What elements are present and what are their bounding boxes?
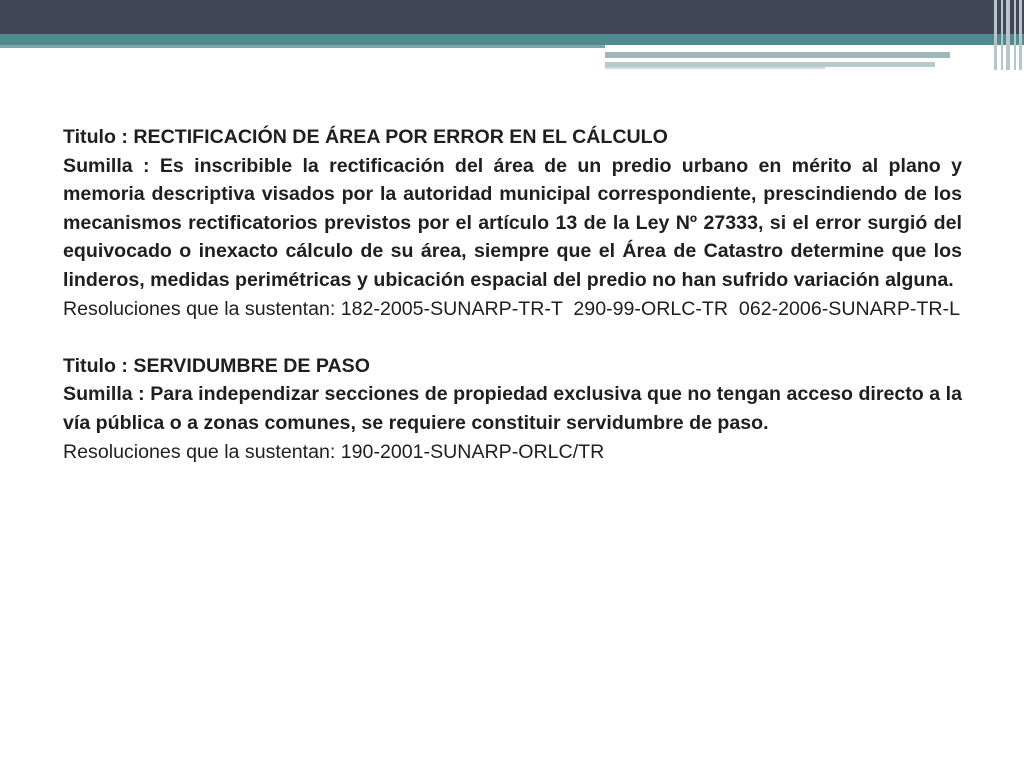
header-accent-bar-1	[605, 52, 950, 58]
entry-1-resoluciones: Resoluciones que la sustentan: 182-2005-SUNARP-TR-T 290-99-ORLC-TR 062-2006-SUNARP-TR-L	[63, 297, 960, 320]
header-teal-thin-band	[0, 45, 605, 48]
entry-2-sumilla: Sumilla : Para independizar secciones de propiedad exclusiva que no tengan acceso directo a la vía pública o a zonas comunes, se requiere constituir servidumbre de paso.	[63, 383, 962, 434]
entry-2-title: Titulo : SERVIDUMBRE DE PASO	[63, 354, 370, 377]
paragraph-spacer	[63, 323, 962, 352]
header-dark-band	[0, 0, 1024, 34]
entry-1-title: Titulo : RECTIFICACIÓN DE ÁREA POR ERROR EN EL CÁLCULO	[63, 126, 668, 148]
header-vertical-stripes	[992, 0, 1024, 70]
header-accent-bar-3	[605, 67, 825, 69]
slide-content	[63, 123, 962, 466]
entry-2-resoluciones: Resoluciones que la sustentan: 190-2001-SUNARP-ORLC/TR	[63, 440, 605, 463]
entry-1-sumilla: Sumilla : Es inscribible la rectificación del área de un predio urbano en mérito al plano y memoria descriptiva visados por la autoridad municipal correspondiente, prescindiendo de los mecanismos rectificatorios previstos por el artículo 13 de la Ley Nº 27333, si el error surgió del equivocado o inexacto cálculo de su área, siempre que el Área de Catastro determine que los linderos, medidas perimétricas y ubicación espacial del predio no han sufrido variación alguna.	[63, 154, 962, 291]
header-teal-band	[0, 34, 1024, 45]
